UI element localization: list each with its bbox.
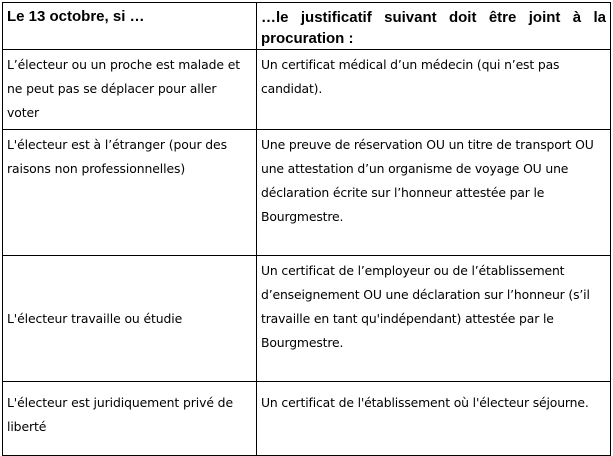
proxy-requirements-table [2,2,611,456]
document-text: Un certificat de l'établissement où l'électeur séjourne. [261,395,589,410]
document-text: Un certificat de l’employeur ou de l’établissement d’enseignement OU une déclaration sur l’honneur (s’il travaille en tant qu'indépendant) attestée par le Bourgmestre. [261,263,590,350]
condition-cell [3,382,257,456]
document-cell [257,256,611,382]
condition-text: L'électeur est à l’étranger (pour des raisons non professionnelles) [7,137,227,176]
table-row [3,50,611,130]
condition-text: L’électeur ou un proche est malade et ne peut pas se déplacer pour aller voter [7,57,241,120]
condition-cell [3,130,257,256]
header-condition: Le 13 octobre, si … [7,8,145,25]
table-header-row [3,3,611,50]
header-document: …le justificatif suivant doit être joint à la procuration : [261,9,606,47]
condition-text: L'électeur est juridiquement privé de liberté [7,395,233,434]
condition-cell [3,50,257,130]
document-text: Une preuve de réservation OU un titre de transport OU une attestation d’un organisme de voyage OU une déclaration écrite sur l’honneur attestée par le Bourgmestre. [261,137,594,224]
document-cell [257,130,611,256]
condition-text: L'électeur travaille ou étudie [7,310,183,326]
condition-cell [3,256,257,382]
table-row [3,382,611,456]
table-row [3,130,611,256]
header-condition-cell [3,3,257,50]
document-cell [257,50,611,130]
table-row [3,256,611,382]
document-cell [257,382,611,456]
document-text: Un certificat médical d’un médecin (qui n’est pas candidat). [261,57,560,96]
header-document-cell [257,3,611,50]
